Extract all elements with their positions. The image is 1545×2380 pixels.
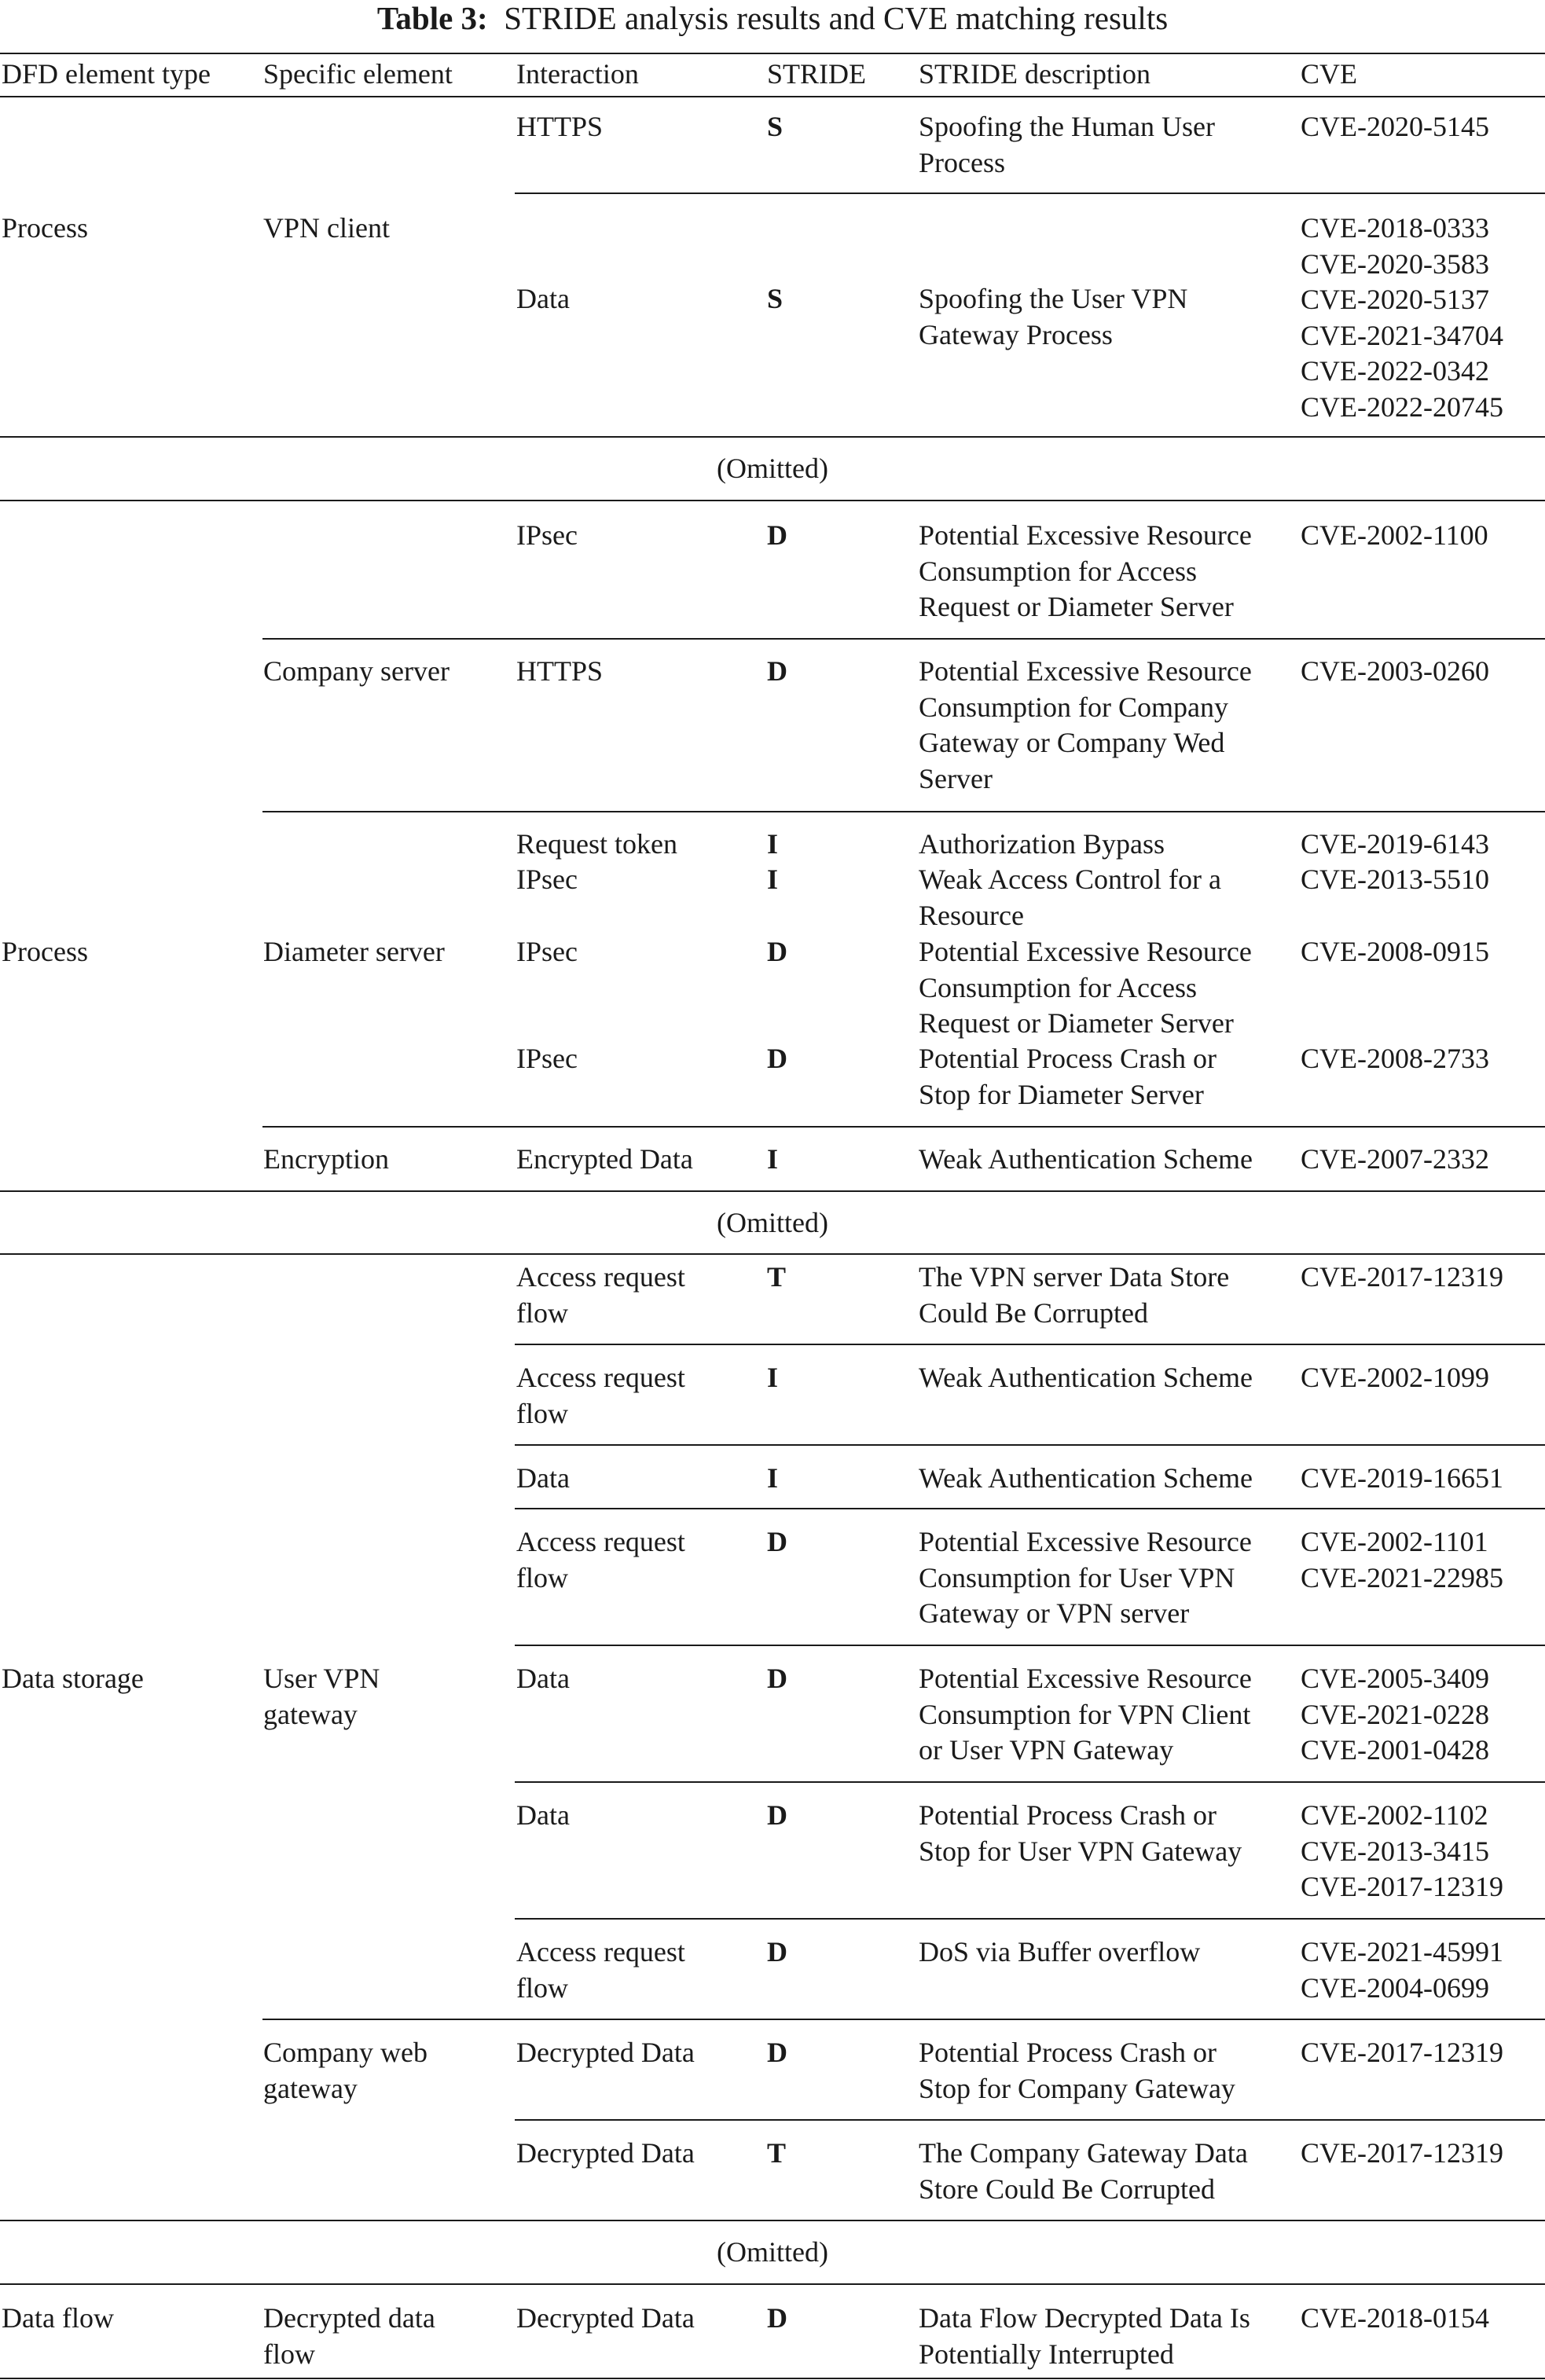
rule-group — [0, 436, 1545, 438]
cve-cell — [1301, 2301, 1489, 2337]
description-cell — [919, 1041, 1217, 1113]
interaction-line: Access request — [516, 1261, 685, 1293]
cve-id: CVE-2002-1099 — [1301, 1362, 1489, 1393]
description-cell — [919, 1360, 1253, 1396]
rule-row — [515, 1645, 1545, 1646]
cve-id: CVE-2004-0699 — [1301, 1971, 1489, 2004]
dfd-element-type: Process — [2, 212, 88, 244]
cve-cell — [1301, 1142, 1489, 1178]
interaction-cell: Decrypted Data — [516, 2037, 695, 2068]
description-line: Data Flow Decrypted Data Is — [919, 2302, 1250, 2334]
omitted-row: (Omitted) — [717, 1207, 828, 1238]
stride-cell: D — [767, 1799, 787, 1831]
cve-cell — [1301, 1661, 1489, 1769]
stride-cell: D — [767, 519, 787, 551]
rule-row — [515, 1344, 1545, 1345]
cve-cell — [1301, 211, 1503, 425]
cve-id: CVE-2013-5510 — [1301, 864, 1489, 895]
description-line: Request or Diameter Server — [919, 1007, 1234, 1039]
cve-cell — [1301, 1260, 1503, 1296]
description-line: Resource — [919, 899, 1024, 931]
stride-cell: T — [767, 1261, 787, 1293]
description-line: Consumption for Access — [919, 555, 1197, 587]
rule-row — [515, 1918, 1545, 1920]
header-specific-element: Specific element — [263, 58, 453, 90]
interaction-line: Data — [516, 1462, 570, 1494]
cve-cell — [1301, 1798, 1503, 1905]
interaction-cell: Decrypted Data — [516, 2302, 695, 2334]
description-cell — [919, 934, 1252, 1042]
description-cell — [919, 2035, 1235, 2107]
description-cell — [919, 109, 1215, 181]
cve-id: CVE-2002-1102 — [1301, 1799, 1488, 1831]
interaction-cell — [516, 1260, 685, 1331]
description-line: Stop for Diameter Server — [919, 1078, 1204, 1110]
interaction-line: Data — [516, 1663, 570, 1694]
description-line: Gateway or Company Wed — [919, 727, 1225, 758]
rule-top — [0, 53, 1545, 54]
rule-row — [262, 2019, 1545, 2020]
description-line: Gateway or VPN server — [919, 1597, 1190, 1629]
specific-element-line: gateway — [263, 1698, 358, 1730]
cve-id: CVE-2021-22985 — [1301, 1561, 1503, 1593]
stride-cell: D — [767, 1936, 787, 1967]
description-line: Consumption for Access — [919, 971, 1197, 1003]
rule-header — [0, 96, 1545, 97]
interaction-cell: IPsec — [516, 519, 578, 551]
interaction-cell — [516, 1461, 570, 1497]
cve-id: CVE-2017-12319 — [1301, 2037, 1503, 2068]
interaction-line: flow — [516, 1397, 568, 1429]
stride-cell: D — [767, 2302, 787, 2334]
description-line: Server — [919, 762, 993, 794]
description-cell — [919, 518, 1252, 625]
interaction-cell — [516, 1661, 570, 1697]
interaction-cell: Request token — [516, 828, 677, 860]
dfd-element-type: Data flow — [2, 2302, 114, 2334]
description-line: Consumption for Company — [919, 691, 1228, 723]
specific-element: Diameter server — [263, 936, 445, 967]
cve-id: CVE-2002-1100 — [1301, 519, 1488, 551]
stride-cell: I — [767, 828, 779, 860]
rule-row — [515, 1781, 1545, 1783]
cve-id: CVE-2020-5137 — [1301, 284, 1489, 315]
interaction-cell — [516, 1524, 685, 1596]
interaction-line: flow — [516, 1296, 568, 1329]
description-line: Potential Excessive Resource — [919, 519, 1252, 551]
rule-row — [262, 1126, 1545, 1128]
description-line: Could Be Corrupted — [919, 1296, 1148, 1329]
description-cell — [919, 281, 1187, 353]
cve-id: CVE-2017-12319 — [1301, 1871, 1503, 1902]
cve-id: CVE-2007-2332 — [1301, 1143, 1489, 1175]
table-caption-title: STRIDE analysis results and CVE matching results — [504, 0, 1169, 36]
rule-row — [515, 1444, 1545, 1446]
description-line: Weak Authentication Scheme — [919, 1143, 1253, 1175]
interaction-line: flow — [516, 1971, 568, 2004]
description-line: Spoofing the Human User — [919, 111, 1215, 142]
stride-cell: D — [767, 936, 787, 967]
cve-id: CVE-2018-0154 — [1301, 2302, 1489, 2334]
cve-id: CVE-2008-2733 — [1301, 1043, 1489, 1074]
specific-element-line: Decrypted data — [263, 2302, 435, 2334]
stride-cell: S — [767, 111, 784, 142]
interaction-line: Data — [516, 1799, 570, 1831]
stride-cell: D — [767, 1526, 787, 1557]
description-line: Weak Authentication Scheme — [919, 1362, 1253, 1393]
stride-cell: S — [767, 283, 784, 314]
cve-id: CVE-2019-16651 — [1301, 1462, 1503, 1494]
cve-id: CVE-2020-3583 — [1301, 248, 1489, 280]
cve-cell — [1301, 518, 1488, 554]
stride-cell: T — [767, 2137, 787, 2169]
cve-id: CVE-2008-0915 — [1301, 936, 1489, 967]
header-dfd-element-type: DFD element type — [2, 58, 211, 90]
rule-group — [0, 500, 1545, 501]
stride-cell: D — [767, 1043, 787, 1074]
cve-cell — [1301, 1360, 1489, 1396]
description-line: Consumption for VPN Client — [919, 1698, 1251, 1730]
interaction-cell: Data — [516, 283, 570, 314]
specific-element: Encryption — [263, 1143, 389, 1175]
interaction-cell: HTTPS — [516, 111, 604, 142]
stride-cell: D — [767, 1663, 787, 1694]
description-line: DoS via Buffer overflow — [919, 1936, 1201, 1967]
interaction-cell — [516, 1934, 685, 2006]
description-cell — [919, 827, 1165, 863]
cve-id: CVE-2001-0428 — [1301, 1734, 1489, 1766]
description-line: Stop for User VPN Gateway — [919, 1835, 1242, 1867]
rule-row — [515, 2119, 1545, 2121]
rule-group — [0, 1253, 1545, 1255]
rule-group — [0, 2220, 1545, 2221]
description-line: Potential Process Crash or — [919, 1043, 1217, 1074]
omitted-row: (Omitted) — [717, 453, 828, 484]
interaction-cell: IPsec — [516, 936, 578, 967]
description-cell — [919, 1142, 1253, 1178]
interaction-cell — [516, 1798, 570, 1834]
stride-cell: D — [767, 2037, 787, 2068]
specific-element: VPN client — [263, 212, 390, 244]
cve-id: CVE-2003-0260 — [1301, 655, 1489, 687]
description-line: Potential Excessive Resource — [919, 655, 1252, 687]
description-line: or User VPN Gateway — [919, 1734, 1174, 1766]
description-line: Potential Excessive Resource — [919, 936, 1252, 967]
description-cell — [919, 1934, 1200, 1971]
cve-id: CVE-2019-6143 — [1301, 828, 1489, 860]
stride-cell: I — [767, 864, 779, 895]
dfd-element-type: Process — [2, 936, 88, 967]
cve-cell — [1301, 1934, 1503, 2006]
description-line: Potential Excessive Resource — [919, 1663, 1252, 1694]
description-line: Potentially Interrupted — [919, 2338, 1174, 2370]
description-cell — [919, 1798, 1242, 1869]
specific-element-line: gateway — [263, 2072, 358, 2104]
cve-id: CVE-2020-5145 — [1301, 111, 1489, 142]
cve-id: CVE-2021-0228 — [1301, 1698, 1489, 1730]
rule-group — [0, 1190, 1545, 1192]
specific-element: Company server — [263, 655, 450, 687]
description-cell — [919, 1661, 1252, 1769]
cve-id: CVE-2022-0342 — [1301, 355, 1489, 387]
cve-id: CVE-2005-3409 — [1301, 1663, 1489, 1694]
description-line: Stop for Company Gateway — [919, 2072, 1235, 2104]
interaction-line: Access request — [516, 1526, 685, 1557]
description-cell — [919, 1260, 1229, 1331]
description-cell — [919, 2301, 1250, 2372]
cve-cell — [1301, 1524, 1503, 1596]
cve-cell — [1301, 109, 1489, 145]
header-stride: STRIDE — [767, 58, 866, 90]
specific-element — [263, 2035, 428, 2107]
description-line: Potential Excessive Resource — [919, 1526, 1252, 1557]
header-interaction: Interaction — [516, 58, 639, 90]
cve-id: CVE-2018-0333 — [1301, 212, 1489, 244]
description-cell — [919, 654, 1252, 797]
specific-element-line: flow — [263, 2338, 315, 2370]
rule-bottom — [0, 2378, 1545, 2379]
cve-cell — [1301, 827, 1489, 863]
description-line: Authorization Bypass — [919, 828, 1165, 860]
description-line: The VPN server Data Store — [919, 1261, 1230, 1293]
description-line: Process — [919, 146, 1005, 178]
description-cell — [919, 862, 1221, 933]
cve-id: CVE-2017-12319 — [1301, 2137, 1503, 2169]
description-line: Request or Diameter Server — [919, 591, 1234, 622]
cve-id: CVE-2013-3415 — [1301, 1835, 1489, 1867]
rule-row — [515, 193, 1545, 194]
omitted-row: (Omitted) — [717, 2236, 828, 2268]
stride-cell: I — [767, 1143, 779, 1175]
specific-element — [263, 1661, 380, 1733]
dfd-element-type: Data storage — [2, 1663, 144, 1694]
interaction-line: Access request — [516, 1362, 685, 1393]
description-line: Potential Process Crash or — [919, 1799, 1217, 1831]
description-line: The Company Gateway Data — [919, 2137, 1248, 2169]
cve-cell — [1301, 2136, 1503, 2172]
description-line: Consumption for User VPN — [919, 1561, 1235, 1593]
description-cell — [919, 2136, 1248, 2207]
interaction-line: flow — [516, 1561, 568, 1593]
table-caption — [0, 0, 1545, 38]
description-cell — [919, 1524, 1252, 1632]
cve-id: CVE-2021-34704 — [1301, 319, 1503, 351]
interaction-line: Access request — [516, 1936, 685, 1967]
interaction-cell: Decrypted Data — [516, 2137, 695, 2169]
cve-cell — [1301, 862, 1489, 898]
description-cell — [919, 1461, 1253, 1497]
specific-element-line: User VPN — [263, 1663, 380, 1694]
description-line: Potential Process Crash or — [919, 2037, 1217, 2068]
interaction-cell: Encrypted Data — [516, 1143, 693, 1175]
description-line: Spoofing the User VPN — [919, 283, 1188, 314]
table-caption-label: Table 3: — [376, 0, 488, 36]
interaction-cell: IPsec — [516, 864, 578, 895]
interaction-cell: HTTPS — [516, 655, 604, 687]
rule-row — [262, 811, 1545, 812]
cve-cell — [1301, 1461, 1503, 1497]
interaction-cell: IPsec — [516, 1043, 578, 1074]
cve-id: CVE-2017-12319 — [1301, 1261, 1503, 1293]
specific-element-line: Company web — [263, 2037, 428, 2068]
cve-cell — [1301, 2035, 1503, 2071]
stride-cell: I — [767, 1462, 779, 1494]
cve-id: CVE-2022-20745 — [1301, 391, 1503, 423]
cve-id: CVE-2021-45991 — [1301, 1936, 1503, 1967]
header-cve: CVE — [1301, 58, 1357, 90]
cve-cell — [1301, 934, 1489, 970]
cve-cell — [1301, 1041, 1489, 1077]
description-line: Weak Authentication Scheme — [919, 1462, 1253, 1494]
rule-group — [0, 2283, 1545, 2285]
cve-id: CVE-2002-1101 — [1301, 1526, 1488, 1557]
header-stride-description: STRIDE description — [919, 58, 1150, 90]
description-line: Weak Access Control for a — [919, 864, 1221, 895]
specific-element — [263, 2301, 435, 2372]
interaction-cell — [516, 1360, 685, 1432]
stride-cell: I — [767, 1362, 779, 1393]
description-line: Store Could Be Corrupted — [919, 2173, 1215, 2205]
stride-cell: D — [767, 655, 787, 687]
rule-row — [262, 638, 1545, 640]
description-line: Gateway Process — [919, 318, 1113, 350]
rule-row — [515, 1508, 1545, 1509]
cve-cell — [1301, 654, 1489, 690]
